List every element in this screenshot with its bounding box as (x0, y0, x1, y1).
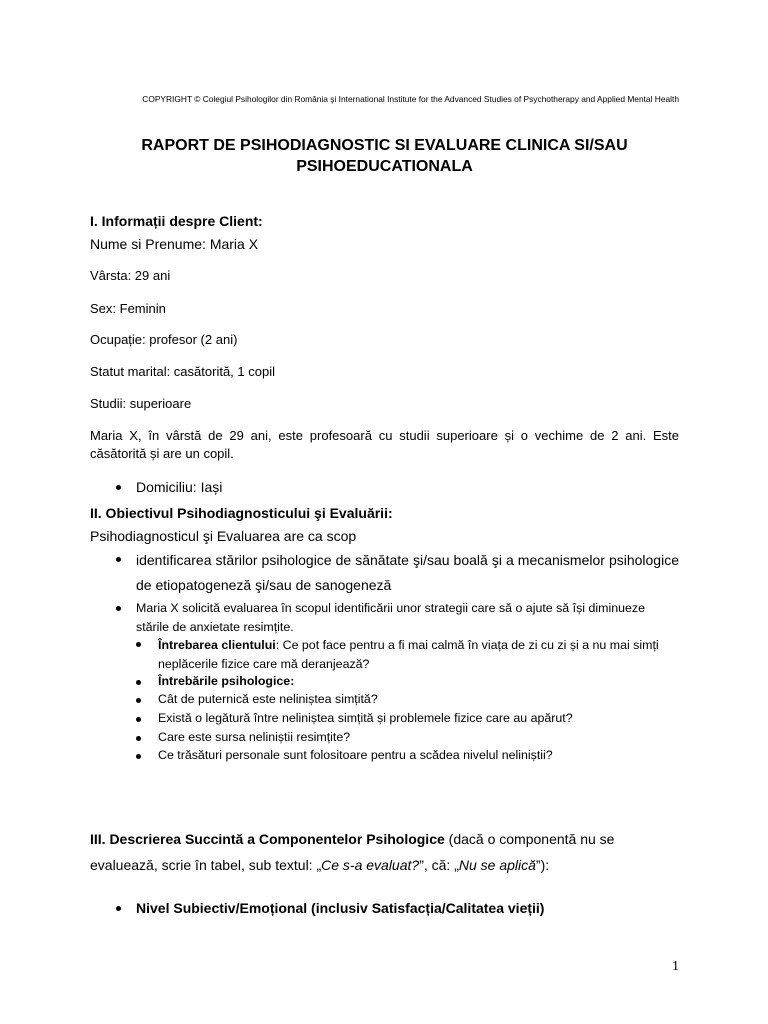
client-name: Nume si Prenume: Maria X (90, 236, 259, 252)
page-number: 1 (672, 959, 679, 974)
client-age: Vârsta: 29 ani (90, 268, 171, 283)
bullet-icon (116, 606, 121, 611)
bullet-icon (136, 642, 141, 647)
bullet-icon (116, 906, 121, 911)
client-question-label: Întrebarea clientului (158, 638, 276, 652)
bullet-icon (136, 754, 141, 759)
section1-heading: I. Informații despre Client: (90, 213, 263, 229)
objective-bullet-2: Maria X solicită evaluarea în scopul identificării unor strategii care să o ajute să își diminueze stările de anxietate resimțite. (136, 601, 645, 634)
client-domicile: Domiciliu: Iași (136, 479, 223, 495)
copyright-notice: COPYRIGHT © Colegiul Psihologilor din România şi International Institute for the Advanced Studies of Psychotherapy and Applied Mental Health (142, 94, 679, 104)
section3-note-b: Ce s-a evaluat? (321, 857, 420, 873)
psych-question-4: Ce trăsături personale sunt folositoare pentru a scădea nivelul neliniștii? (158, 748, 553, 762)
section3-note-a: (dacă o componentă nu se evaluează, scrie în tabel, sub textul: „ (90, 831, 615, 873)
report-title: RAPORT DE PSIHODIAGNOSTIC SI EVALUARE CLINICA SI/SAU PSIHOEDUCATIONALA (141, 137, 628, 175)
psych-question-3: Care este sursa neliniștii resimțite? (158, 730, 351, 744)
bullet-icon (136, 680, 141, 685)
section3-note-e: ”): (535, 857, 550, 873)
bullet-icon (136, 736, 141, 741)
client-summary: Maria X, în vârstă de 29 ani, este profesoară cu studii superioare și o vechime de 2 ani. Este căsătorită și are un copil. (90, 428, 679, 461)
section3-note-d: Nu se aplică (458, 857, 536, 873)
section3-note-c: ”, că: „ (419, 857, 459, 873)
bullet-icon (116, 485, 121, 490)
objective-bullet-1: identificarea stărilor psihologice de sănătate şi/sau boală şi a mecanismelor psihologice de etiopatogeneză şi/sau de sanogeneză (136, 552, 679, 593)
client-question-text: : Ce pot face pentru a fi mai calmă în viața de zi cu zi și a nu mai simți neplăcerile fizice care mă deranjează? (158, 638, 659, 671)
client-studies: Studii: superioare (90, 396, 192, 411)
section3-bullet: Nivel Subiectiv/Emoțional (inclusiv Satisfacția/Calitatea vieții) (136, 900, 545, 916)
section3-title: III. Descrierea Succintă a Componentelor Psihologice (90, 831, 445, 847)
bullet-icon (136, 698, 141, 703)
bullet-icon (136, 717, 141, 722)
section2-intro: Psihodiagnosticul şi Evaluarea are ca scop (90, 528, 357, 544)
section2-heading: II. Obiectivul Psihodiagnosticului şi Evaluării: (90, 505, 393, 521)
client-occupation: Ocupație: profesor (2 ani) (90, 332, 238, 347)
psych-question-2: Există o legătură între neliniștea simțită și problemele fizice care au apărut? (158, 711, 573, 725)
client-question (158, 636, 679, 674)
client-sex: Sex: Feminin (90, 301, 166, 316)
client-marital-status: Statut marital: casătorită, 1 copil (90, 364, 275, 379)
section3-heading (90, 826, 679, 878)
bullet-icon (116, 557, 121, 562)
psych-questions-label: Întrebările psihologice: (158, 674, 295, 688)
psych-question-1: Cât de puternică este neliniștea simțită? (158, 692, 378, 706)
